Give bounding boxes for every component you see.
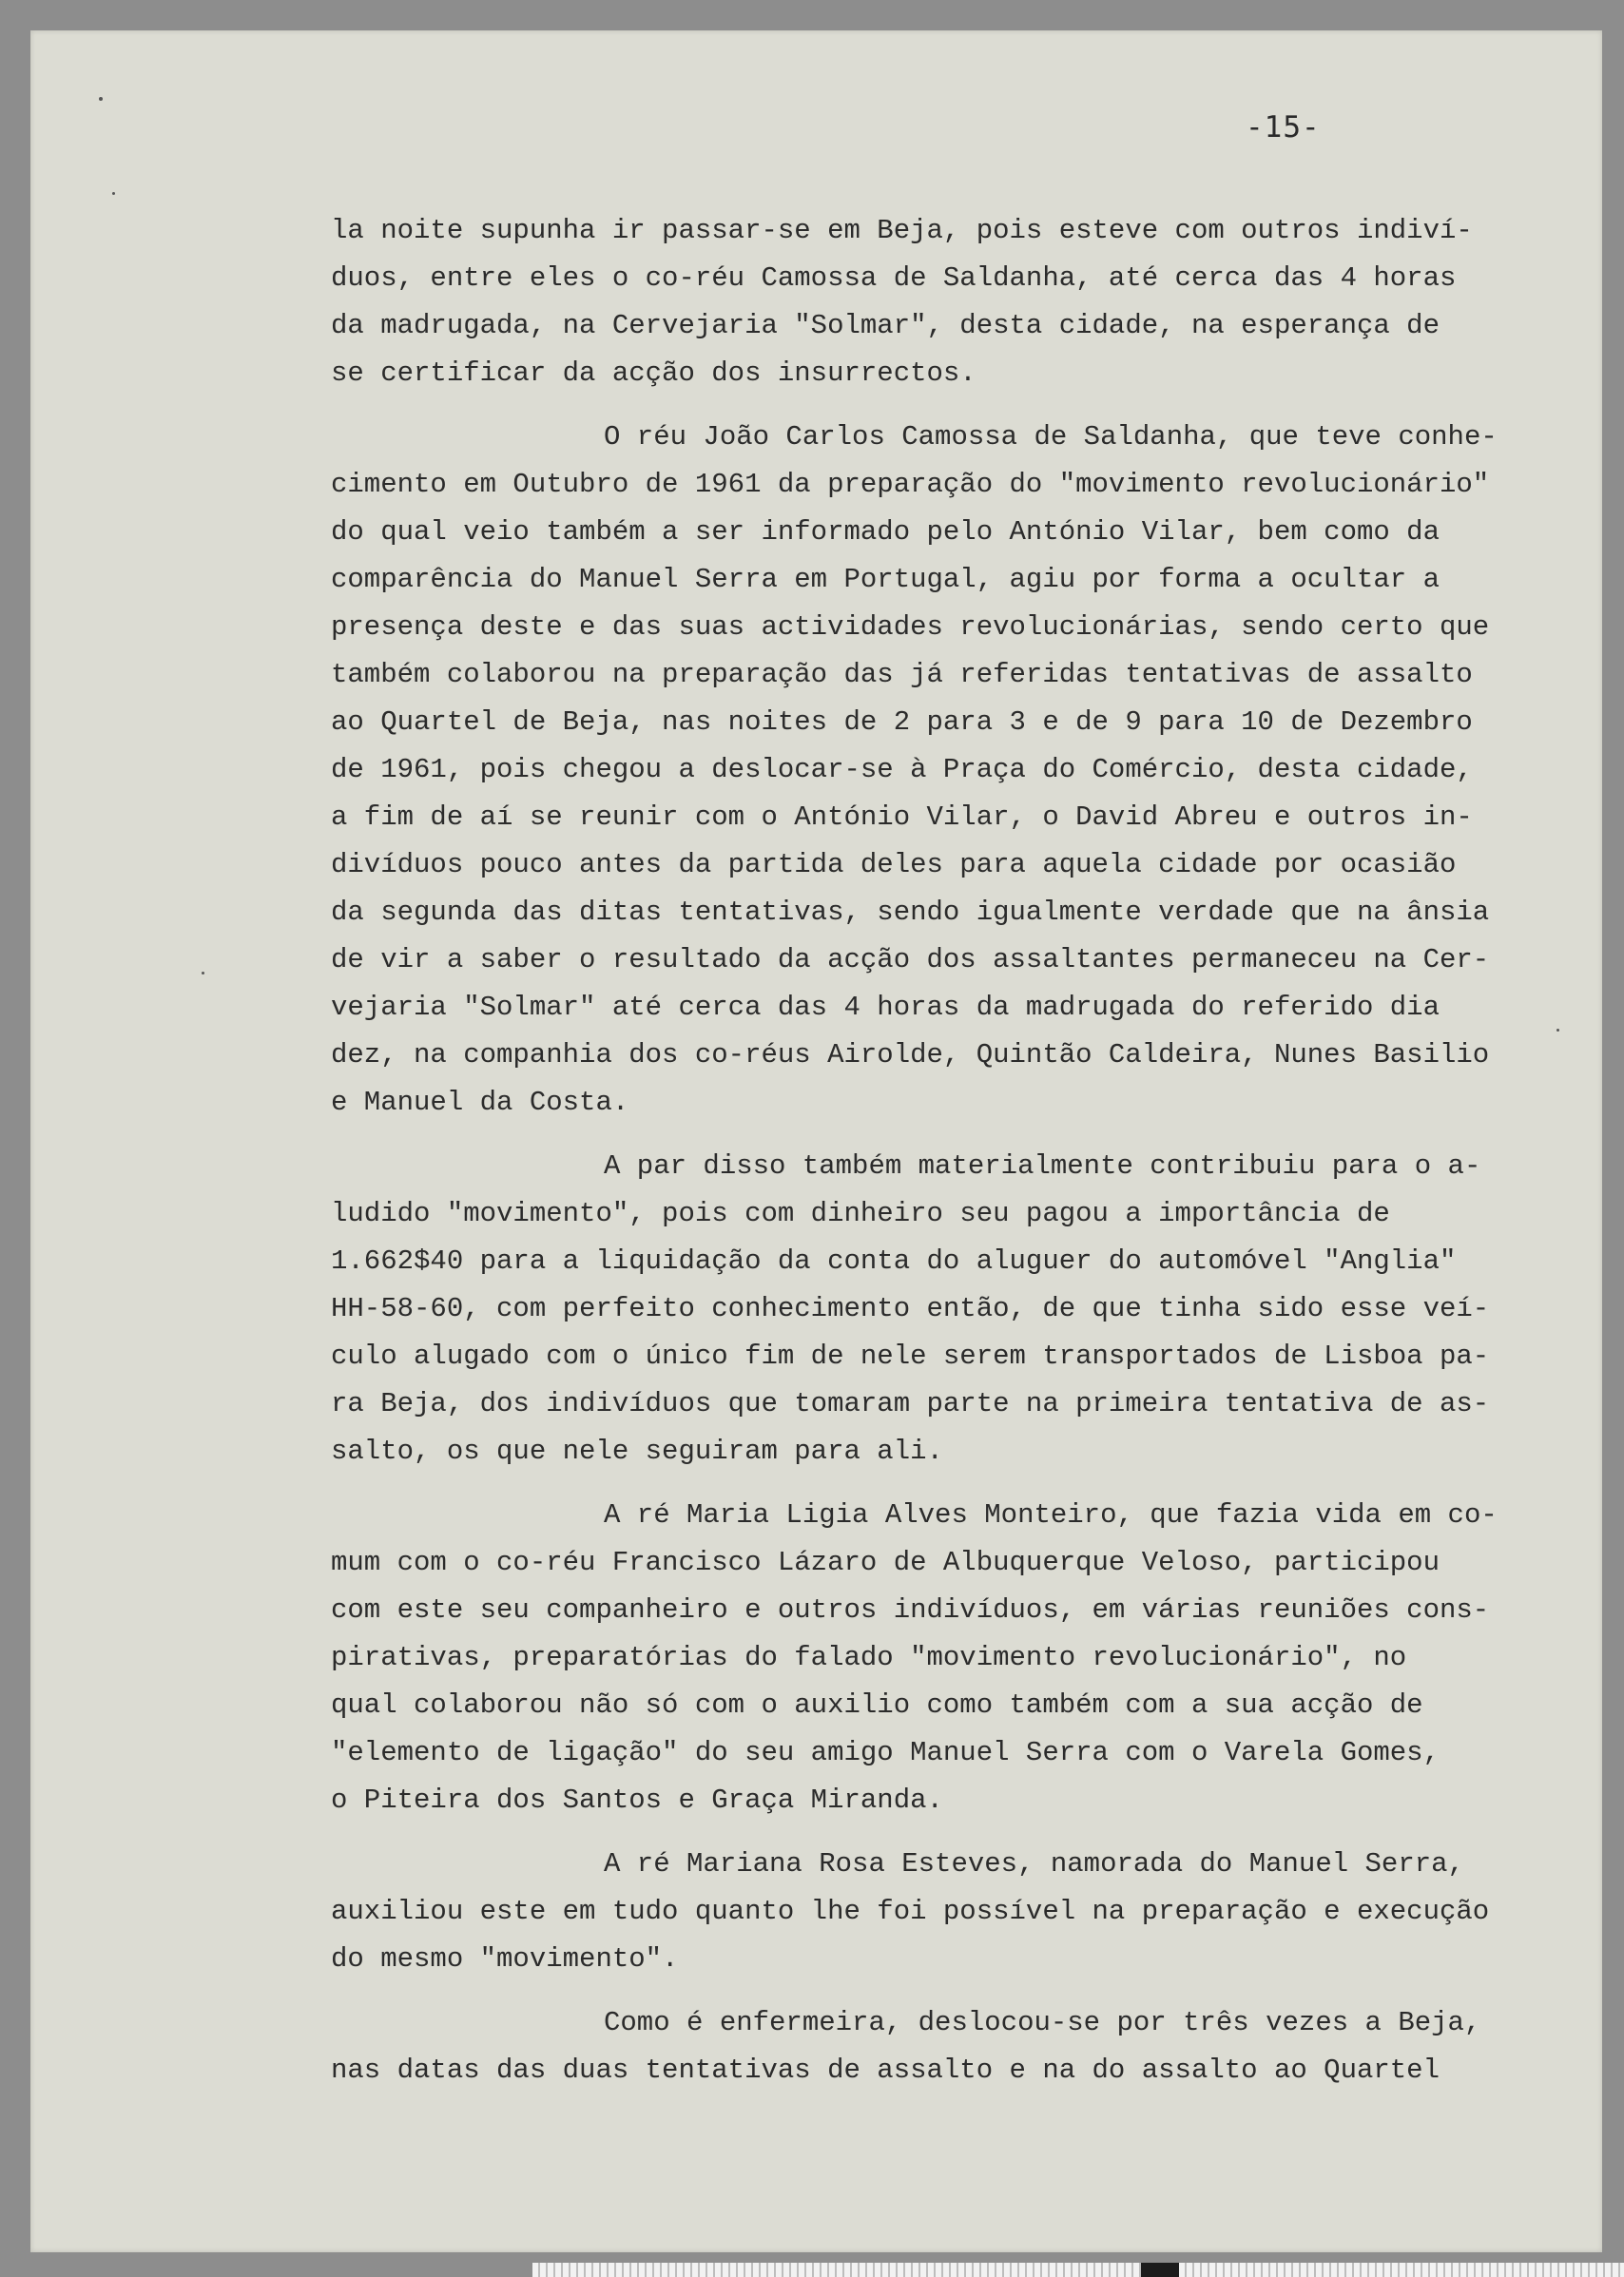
text-line: do qual veio também a ser informado pelo António Vilar, bem como da bbox=[331, 516, 1440, 548]
text-line: qual colaborou não só com o auxilio como também com a sua acção de bbox=[331, 1689, 1423, 1721]
document-body bbox=[331, 207, 1537, 2111]
text-line: ao Quartel de Beja, nas noites de 2 para 3 e de 9 para 10 de Dezembro bbox=[331, 706, 1473, 738]
text-line: o Piteira dos Santos e Graça Miranda. bbox=[331, 1785, 943, 1816]
text-line: pirativas, preparatórias do falado "movimento revolucionário", no bbox=[331, 1642, 1407, 1673]
scan-ruler bbox=[532, 2263, 1141, 2277]
text-line: duos, entre eles o co-réu Camossa de Saldanha, até cerca das 4 horas bbox=[331, 262, 1457, 294]
text-line: dez, na companhia dos co-réus Airolde, Quintão Caldeira, Nunes Basilio bbox=[331, 1039, 1490, 1071]
text-line: HH-58-60, com perfeito conhecimento então, de que tinha sido esse veí- bbox=[331, 1293, 1490, 1324]
text-line: também colaborou na preparação das já referidas tentativas de assalto bbox=[331, 659, 1473, 690]
paragraph bbox=[331, 1999, 1537, 2094]
text-line: nas datas das duas tentativas de assalto e na do assalto ao Quartel bbox=[331, 2055, 1440, 2086]
text-line: divíduos pouco antes da partida deles para aquela cidade por ocasião bbox=[331, 849, 1457, 880]
paper-speck bbox=[1556, 1029, 1559, 1032]
paragraph bbox=[331, 207, 1537, 397]
text-line: Como é enfermeira, deslocou-se por três vezes a Beja, bbox=[604, 2007, 1481, 2038]
text-line: ra Beja, dos indivíduos que tomaram parte na primeira tentativa de as- bbox=[331, 1388, 1490, 1419]
text-line: da madrugada, na Cervejaria "Solmar", desta cidade, na esperança de bbox=[331, 310, 1440, 341]
text-line: se certificar da acção dos insurrectos. bbox=[331, 357, 976, 389]
text-line: de vir a saber o resultado da acção dos assaltantes permaneceu na Cer- bbox=[331, 944, 1490, 975]
text-line: comparência do Manuel Serra em Portugal, agiu por forma a ocultar a bbox=[331, 564, 1440, 595]
paper-speck bbox=[99, 97, 103, 101]
text-line: do mesmo "movimento". bbox=[331, 1943, 679, 1975]
text-line: da segunda das ditas tentativas, sendo igualmente verdade que na ânsia bbox=[331, 897, 1490, 928]
paragraph bbox=[331, 1492, 1537, 1824]
text-line: A ré Maria Ligia Alves Monteiro, que fazia vida em co- bbox=[604, 1499, 1498, 1531]
text-line: com este seu companheiro e outros indivíduos, em várias reuniões cons- bbox=[331, 1594, 1490, 1626]
text-line: 1.662$40 para a liquidação da conta do aluguer do automóvel "Anglia" bbox=[331, 1245, 1457, 1277]
text-line: cimento em Outubro de 1961 da preparação do "movimento revolucionário" bbox=[331, 469, 1490, 500]
scan-ruler-marker bbox=[1141, 2263, 1179, 2277]
text-line: e Manuel da Costa. bbox=[331, 1087, 629, 1118]
paper-speck bbox=[202, 972, 204, 974]
text-line: de 1961, pois chegou a deslocar-se à Praça do Comércio, desta cidade, bbox=[331, 754, 1473, 785]
text-line: mum com o co-réu Francisco Lázaro de Albuquerque Veloso, participou bbox=[331, 1547, 1440, 1578]
text-line: salto, os que nele seguiram para ali. bbox=[331, 1436, 943, 1467]
scan-ruler bbox=[1179, 2263, 1624, 2277]
text-line: vejaria "Solmar" até cerca das 4 horas da madrugada do referido dia bbox=[331, 992, 1440, 1023]
text-line: "elemento de ligação" do seu amigo Manuel Serra com o Varela Gomes, bbox=[331, 1737, 1440, 1768]
text-line: A ré Mariana Rosa Esteves, namorada do Manuel Serra, bbox=[604, 1848, 1464, 1880]
paper-speck bbox=[112, 192, 115, 195]
text-line: presença deste e das suas actividades revolucionárias, sendo certo que bbox=[331, 611, 1490, 643]
paragraph bbox=[331, 414, 1537, 1127]
page-number: -15- bbox=[1246, 110, 1321, 145]
paragraph bbox=[331, 1143, 1537, 1476]
text-line: ludido "movimento", pois com dinheiro seu pagou a importância de bbox=[331, 1198, 1390, 1229]
text-line: a fim de aí se reunir com o António Vilar, o David Abreu e outros in- bbox=[331, 801, 1473, 833]
text-line: O réu João Carlos Camossa de Saldanha, que teve conhe- bbox=[604, 421, 1498, 453]
paragraph bbox=[331, 1841, 1537, 1983]
text-line: culo alugado com o único fim de nele serem transportados de Lisboa pa- bbox=[331, 1341, 1490, 1372]
text-line: auxiliou este em tudo quanto lhe foi possível na preparação e execução bbox=[331, 1896, 1490, 1927]
text-line: A par disso também materialmente contribuiu para o a- bbox=[604, 1150, 1481, 1182]
text-line: la noite supunha ir passar-se em Beja, pois esteve com outros indiví- bbox=[331, 215, 1473, 246]
